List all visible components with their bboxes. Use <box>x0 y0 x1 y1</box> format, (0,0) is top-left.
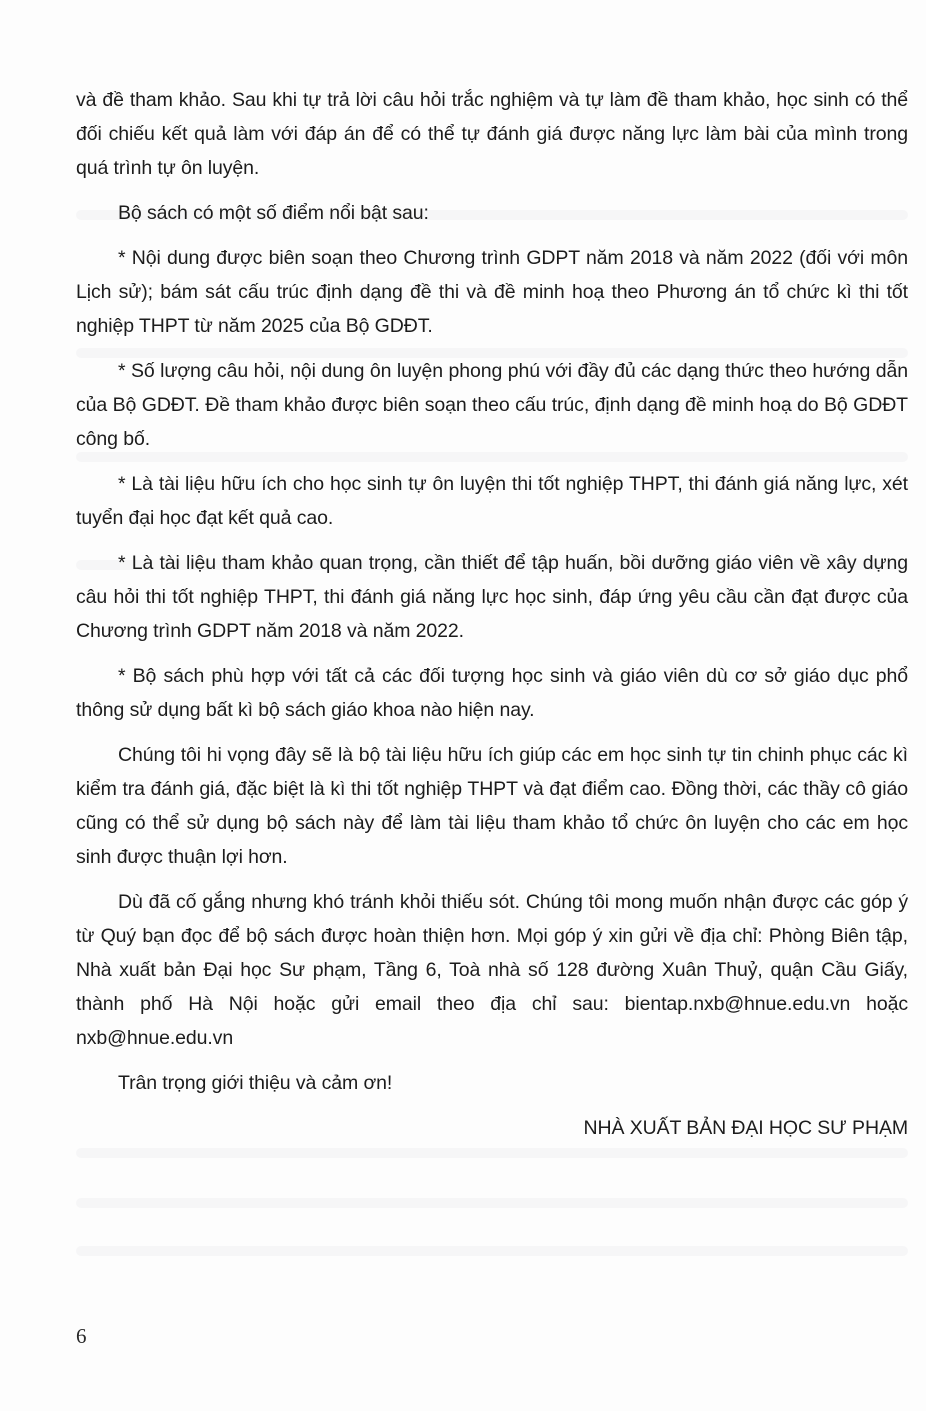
paragraph-highlight-5: * Bộ sách phù hợp với tất cả các đối tượng học sinh và giáo viên dù cơ sở giáo dục phổ thông sử dụng bất kì bộ sách giáo khoa nào hiện nay. <box>76 665 908 721</box>
paragraph-highlight-4: * Là tài liệu tham khảo quan trọng, cần thiết để tập huấn, bồi dưỡng giáo viên về xây dựng câu hỏi thi tốt nghiệp THPT, thi đánh giá năng lực học sinh, đáp ứng yêu cầu cần đạt được của Chương trình GDPT năm 2018 và năm 2022. <box>76 552 908 642</box>
show-through-mark <box>76 1246 908 1256</box>
paragraph-hope: Chúng tôi hi vọng đây sẽ là bộ tài liệu hữu ích giúp các em học sinh tự tin chinh phục các kì kiểm tra đánh giá, đặc biệt là kì thi tốt nghiệp THPT và đạt điểm cao. Đồng thời, các thầy cô giáo cũng có thể sử dụng bộ sách này để làm tài liệu tham khảo tổ chức ôn luyện cho các em học sinh được thuận lợi hơn. <box>76 744 908 868</box>
show-through-mark <box>76 1148 908 1158</box>
paragraph-highlight-3: * Là tài liệu hữu ích cho học sinh tự ôn luyện thi tốt nghiệp THPT, thi đánh giá năng lực, xét tuyển đại học đạt kết quả cao. <box>76 473 908 529</box>
paragraph-highlight-1: * Nội dung được biên soạn theo Chương trình GDPT năm 2018 và năm 2022 (đối với môn Lịch sử); bám sát cấu trúc định dạng đề thi và đề minh hoạ theo Phương án tổ chức kì thi tốt nghiệp THPT từ năm 2025 của Bộ GDĐT. <box>76 247 908 337</box>
body-text <box>76 83 908 1145</box>
publisher-signature: NHÀ XUẤT BẢN ĐẠI HỌC SƯ PHẠM <box>583 1117 908 1139</box>
paragraph-thanks: Trân trọng giới thiệu và cảm ơn! <box>118 1072 393 1094</box>
page-number: 6 <box>76 1324 87 1348</box>
paragraph-highlights-intro: Bộ sách có một số điểm nổi bật sau: <box>118 202 429 224</box>
paragraph-feedback-contact: Dù đã cố gắng nhưng khó tránh khỏi thiếu sót. Chúng tôi mong muốn nhận được các góp ý từ Quý bạn đọc để bộ sách được hoàn thiện hơn. Mọi góp ý xin gửi về địa chỉ: Phòng Biên tập, Nhà xuất bản Đại học Sư phạm, Tầng 6, Toà nhà số 128 đường Xuân Thuỷ, quận Cầu Giấy, thành phố Hà Nội hoặc gửi email theo địa chỉ sau: bientap.nxb@hnue.edu.vn hoặc nxb@hnue.edu.vn <box>76 891 908 1049</box>
paragraph-continuation: và đề tham khảo. Sau khi tự trả lời câu hỏi trắc nghiệm và tự làm đề tham khảo, học sinh có thể đối chiếu kết quả làm với đáp án để có thể tự đánh giá được năng lực làm bài của mình trong quá trình tự ôn luyện. <box>76 89 908 179</box>
show-through-mark <box>76 1198 908 1208</box>
paragraph-highlight-2: * Số lượng câu hỏi, nội dung ôn luyện phong phú với đầy đủ các dạng thức theo hướng dẫn của Bộ GDĐT. Đề tham khảo được biên soạn theo cấu trúc, định dạng đề minh hoạ do Bộ GDĐT công bố. <box>76 360 908 450</box>
